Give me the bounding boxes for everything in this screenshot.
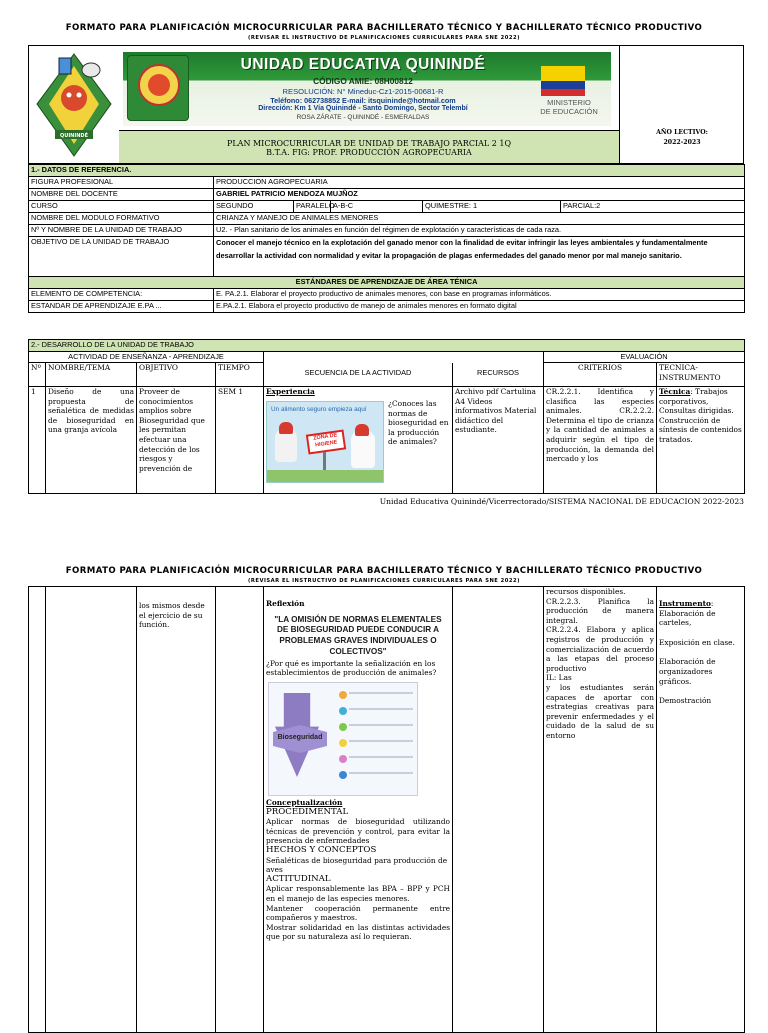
plan-band <box>119 130 619 163</box>
section-header-desarrollo: 2.- DESARROLLO DE LA UNIDAD DE TRABAJO <box>29 340 745 352</box>
col-tecnica: TECNICA-INSTRUMENTO <box>657 363 745 387</box>
figura-label: FIGURA PROFESIONAL <box>29 177 214 189</box>
secuencia-cell <box>264 387 453 494</box>
page-subtitle: (REVISAR EL INSTRUCTIVO DE PLANIFICACIONES CURRICULARES PARA SNE 2022) <box>248 35 520 41</box>
unidad-label: Nº Y NOMBRE DE LA UNIDAD DE TRABAJO <box>29 225 214 237</box>
banner-emblem <box>127 55 189 121</box>
page-footer: Unidad Educativa Quinindé/Vicerrectorado/SISTEMA NACIONAL DE EDUCACION 2022-2023 <box>379 497 744 506</box>
modulo-label: NOMBRE DEL MODULO FORMATIVO <box>29 213 214 225</box>
hechos-text: Señaléticas de bioseguridad para producción de aves <box>266 855 448 875</box>
conceptualizacion-label: Conceptualización <box>266 797 343 807</box>
elemento-label: ELEMENTO DE COMPETENCIA: <box>29 289 214 301</box>
unidad-value: U2. - Plan sanitario de los animales en función del régimen de explotación y características de cada raza. <box>214 225 745 237</box>
school-banner <box>123 52 611 126</box>
evaluacion-header: EVALUACIÓN <box>544 352 745 363</box>
objetivo-continued: los mismos desde el ejercicio de su función. <box>137 587 216 1033</box>
header-block <box>28 45 744 164</box>
school-name: UNIDAD EDUCATIVA QUININDÉ <box>240 56 486 73</box>
reflexion-label: Reflexión <box>266 599 305 608</box>
curso-label: CURSO <box>29 201 214 213</box>
telefono-line: Teléfono: 062738852 E-mail: itsquininde@hotmail.com <box>270 96 456 105</box>
instrumento-3: Elaboración de organizadores gráficos. <box>659 657 716 686</box>
estandar-label: ESTANDAR DE APRENDIZAJE E.PA ... <box>29 301 214 313</box>
modulo-value: CRIANZA Y MANEJO DE ANIMALES MENORES <box>214 213 745 225</box>
ano-lectivo-label: AÑO LECTIVO: <box>656 129 708 136</box>
tecnica-label: Técnica <box>659 387 691 396</box>
page-title: FORMATO PARA PLANIFICACIÓN MICROCURRICULAR PARA BACHILLERATO TÉCNICO Y BACHILLERATO TÉCNICO PRODUCTIVO <box>65 23 703 33</box>
hechos-label: HECHOS Y CONCEPTOS <box>266 844 377 855</box>
criterios-continued <box>544 587 657 1033</box>
image-caption: Un alimento seguro empieza aquí <box>271 406 367 413</box>
objetivo-value: Conocer el manejo técnico en la explotación del ganado menor con la finalidad de evitar infringir las leyes ambientales y fundamentalmente desarrollar la actividad con normalidad y evitar la propagación de plagas enfermedades del ganado menor por mal manejo sanitario. <box>214 237 745 277</box>
estandares-header: ESTÁNDARES DE APRENDIZAJE DE ÁREA TÉNICA <box>29 277 745 289</box>
procedimental-text: Aplicar normas de bioseguridad utilizando técnicas de prevención y control, para evitar la presencia de enfermedades <box>266 817 450 846</box>
instrumento-cell: Instrumento: Elaboración de carteles, Exposición en clase. Elaboración de organizadores gráficos. Demostración <box>657 587 745 1033</box>
development-table <box>28 339 745 494</box>
secuencia-continued <box>264 587 453 1033</box>
quimestre-value: QUIMESTRE: 1 <box>423 201 561 213</box>
col-secuencia: SECUENCIA DE LA ACTIVIDAD <box>264 363 453 387</box>
docente-label: NOMBRE DEL DOCENTE <box>29 189 214 201</box>
reference-table <box>28 164 745 313</box>
ministerio-text-2: DE EDUCACIÓN <box>540 107 598 116</box>
actividad-header: ACTIVIDAD DE ENSEÑANZA - APRENDIZAJE <box>29 352 264 363</box>
nombre-tema: Diseño de una propuesta de señalética de medidas de bioseguridad en una granja avícola <box>46 387 137 494</box>
pregunta-experiencia: ¿Conoces las normas de bioseguridad en la producción de animales? <box>388 399 449 447</box>
docente-value: GABRIEL PATRICIO MENDOZA MUJÑOZ <box>214 189 745 201</box>
tiempo-text: SEM 1 <box>216 387 264 494</box>
actitudinal-text-1: Aplicar responsablemente las BPA – BPP y PCH en el manejo de las especies menores. <box>266 884 450 903</box>
recursos-text: Archivo pdf Cartulina A4 Videos informativos Material didáctico del estudiante. <box>453 387 544 494</box>
section-header-referencia: 1.- DATOS DE REFERENCIA. <box>29 165 745 177</box>
cr224-text: CR.2.2.4. Elabora y aplica registros de producción y comercialización de acuerdo a las etapas del proceso productivo <box>546 625 654 673</box>
direccion-line: Dirección: Km 1 Vía Quinindé - Santo Domingo, Sector Telembí <box>258 105 468 112</box>
cr223-text: CR.2.2.3. Planifica la producción de manera integral. <box>546 596 654 625</box>
il-text: IL: Las <box>546 673 572 683</box>
development-table-continued <box>28 586 745 1033</box>
elemento-value: E. PA.2.1. Elaborar el proyecto productivo de animales menores, con base en programas informáticos. <box>214 289 745 301</box>
objetivo-text: Proveer de conocimientos amplios sobre Bioseguridad que les permitan efectuar una detección de los riesgos y prevención de <box>137 387 216 494</box>
col-tiempo: TIEMPO <box>216 363 264 387</box>
col-objetivo: OBJETIVO <box>137 363 216 387</box>
tecnica-text: : Trabajos corporativos, Consultas dirigidas. Construcción de síntesis de contenidos tratados. <box>659 387 742 444</box>
actitudinal-text-3: Mostrar solidaridad en las distintas actividades que por su naturaleza así lo requieran. <box>266 922 450 942</box>
ano-lectivo-value: 2022-2023 <box>663 139 701 146</box>
instrumento-4: Demostración <box>659 696 712 706</box>
logo-ribbon: QUININDÉ <box>60 133 88 139</box>
instrumento-2: Exposición en clase. <box>659 637 735 647</box>
hygiene-sign: ZONA DE HIGIENE <box>306 429 346 454</box>
il-continued-text: y los estudiantes serán capaces de aportar con estrategias creativas para prevenir enfermedades y el cuidado de la salud de su entorno <box>546 682 654 740</box>
bioseguridad-image <box>266 401 384 483</box>
instrumento-1: Elaboración de carteles, <box>659 608 716 628</box>
tecnica-cell <box>657 387 745 494</box>
procedimental-label: PROCEDIMENTAL <box>266 806 349 817</box>
paralelo-value: A-B-C <box>331 201 423 213</box>
amie-code: CÓDIGO AMIE: 08H00812 <box>313 76 413 86</box>
ministerio-text-1: MINISTERIO <box>547 98 591 107</box>
reflexion-question: ¿Por qué es importante la señalización en los establecimientos de producción de animales? <box>266 658 437 678</box>
lugar-line: ROSA ZÁRATE - QUININDÉ - ESMERALDAS <box>296 114 430 121</box>
bioseguridad-label: Bioseguridad <box>277 733 323 741</box>
resolucion-line: RESOLUCIÓN: N° Mineduc-Cz1-2015-00681-R <box>282 87 444 96</box>
instrumento-label: Instrumento <box>659 599 711 608</box>
bioseguridad-diagram <box>268 682 418 796</box>
objetivo-label: OBJETIVO DE LA UNIDAD DE TRABAJO <box>29 237 214 277</box>
plan-line-1: PLAN MICROCURRICULAR DE UNIDAD DE TRABAJO PARCIAL 2 1Q <box>226 139 512 148</box>
actitudinal-text-2: Mantener cooperación permanente entre compañeros y maestros. <box>266 903 450 923</box>
col-recursos: RECURSOS <box>453 363 544 387</box>
criterios-cont-text: recursos disponibles. <box>546 587 626 596</box>
experiencia-label: Experiencia <box>266 387 315 396</box>
ministerio-flag <box>541 66 585 96</box>
col-criterios: CRITERIOS <box>544 363 657 387</box>
paralelo-label: PARALELO <box>294 201 331 213</box>
col-nombre: NOMBRE/TEMA <box>46 363 137 387</box>
page2-subtitle: (REVISAR EL INSTRUCTIVO DE PLANIFICACIONES CURRICULARES PARA SNE 2022) <box>248 578 520 584</box>
curso-value: SEGUNDO <box>214 201 294 213</box>
figura-value: PRODUCCION AGROPECUARIA <box>214 177 745 189</box>
actitudinal-label: ACTITUDINAL <box>266 873 331 884</box>
parcial-value: PARCIAL:2 <box>561 201 745 213</box>
col-n: Nº <box>29 363 46 387</box>
criterios-text: CR.2.2.1. Identifica y clasifica las especies animales. CR.2.2.2. Determina el tipo de crianza y la cantidad de animales a adquirir según el tipo de producción, la demanda del mercado y los <box>544 387 657 494</box>
plan-line-2: B.T.A. FIG: PROF. PRODUCCIÓN AGROPECUARIA <box>266 148 472 157</box>
reflexion-quote: "LA OMISIÓN DE NORMAS ELEMENTALES DE BIOSEGURIDAD PUEDE CONDUCIR A PROBLEMAS GRAVES INDIVIDUALES O COLECTIVOS" <box>274 614 442 656</box>
page2-title: FORMATO PARA PLANIFICACIÓN MICROCURRICULAR PARA BACHILLERATO TÉCNICO Y BACHILLERATO TÉCNICO PRODUCTIVO <box>65 566 703 576</box>
estandar-value: E.PA.2.1. Elabora el proyecto productivo de manejo de animales menores en formato digital <box>214 301 745 313</box>
school-logo <box>29 46 119 163</box>
row-number: 1 <box>29 387 46 494</box>
